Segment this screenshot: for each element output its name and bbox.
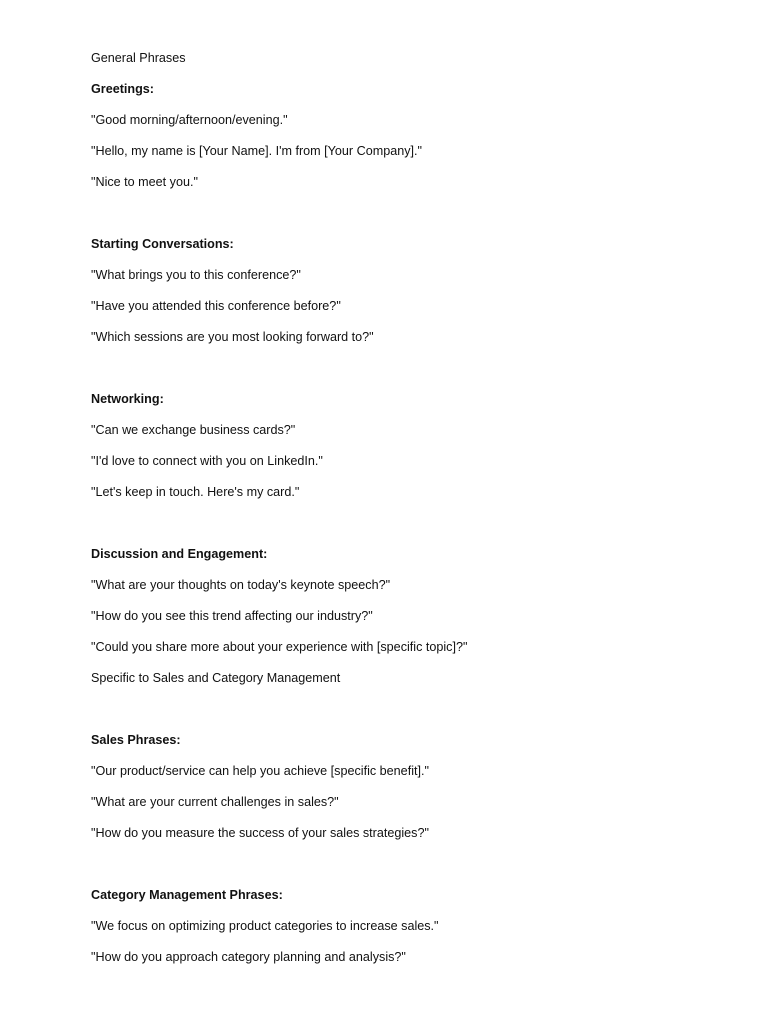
discussion-heading: Discussion and Engagement: <box>91 547 268 561</box>
paragraph-spacer <box>91 359 731 378</box>
greetings-heading: Greetings: <box>91 82 154 96</box>
discussion-item: "How do you see this trend affecting our industry?" <box>91 609 373 623</box>
paragraph-spacer <box>91 855 731 874</box>
sales-phrases-item: "How do you measure the success of your sales strategies?" <box>91 826 429 840</box>
discussion-item: "What are your thoughts on today's keynote speech?" <box>91 578 391 592</box>
networking-item: "Let's keep in touch. Here's my card." <box>91 485 300 499</box>
sales-phrases-item: "Our product/service can help you achieve [specific benefit]." <box>91 764 429 778</box>
general-phrases-title: General Phrases <box>91 51 186 65</box>
category-management-item: "How do you approach category planning and analysis?" <box>91 950 406 964</box>
paragraph-spacer <box>91 204 731 223</box>
networking-heading: Networking: <box>91 392 164 406</box>
starting-conversations-item: "Have you attended this conference before?" <box>91 299 341 313</box>
greetings-item: "Good morning/afternoon/evening." <box>91 113 288 127</box>
specific-section-title: Specific to Sales and Category Management <box>91 671 341 685</box>
sales-phrases-heading: Sales Phrases: <box>91 733 181 747</box>
paragraph-spacer <box>91 514 731 533</box>
sales-phrases-item: "What are your current challenges in sales?" <box>91 795 339 809</box>
paragraph-spacer <box>91 700 731 719</box>
category-management-heading: Category Management Phrases: <box>91 888 283 902</box>
starting-conversations-heading: Starting Conversations: <box>91 237 234 251</box>
networking-item: "Can we exchange business cards?" <box>91 423 296 437</box>
greetings-item: "Nice to meet you." <box>91 175 198 189</box>
category-management-item: "We focus on optimizing product categories to increase sales." <box>91 919 439 933</box>
starting-conversations-item: "What brings you to this conference?" <box>91 268 301 282</box>
greetings-item: "Hello, my name is [Your Name]. I'm from [Your Company]." <box>91 144 422 158</box>
document-page <box>91 49 731 979</box>
starting-conversations-item: "Which sessions are you most looking forward to?" <box>91 330 374 344</box>
discussion-item: "Could you share more about your experience with [specific topic]?" <box>91 640 468 654</box>
networking-item: "I'd love to connect with you on LinkedIn." <box>91 454 323 468</box>
